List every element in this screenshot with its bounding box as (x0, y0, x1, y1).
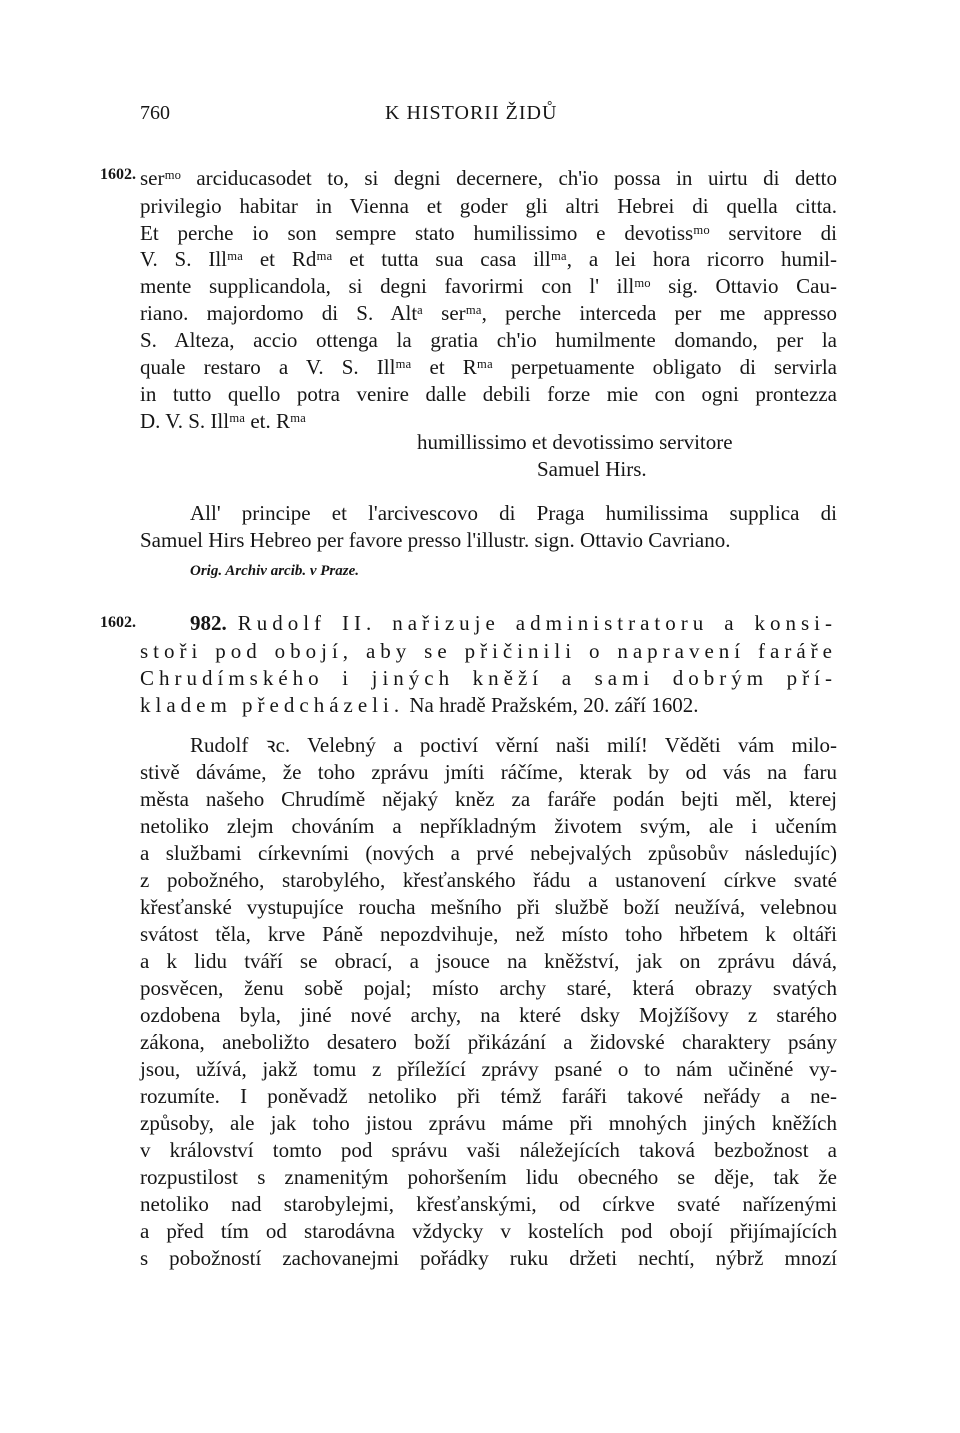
text-line: privilegio habitar in Vienna et goder gli altri Hebrei di quella citta. (140, 194, 837, 218)
text-line: S. Alteza, accio ottenga la gratia ch'io humilmente domando, per la (140, 328, 837, 352)
document-title-line: Chrudímského i jiných kněží a sami dobrým pří- (140, 666, 837, 690)
address-line: All' principe et l'arcivescovo di Praga humilissima supplica di (190, 501, 837, 525)
body-line: svátost těla, krve Páně nepozdvihuje, než místo toho hřbetem k oltáři (140, 922, 837, 946)
document-title-line: stoři pod obojí, aby se přičinili o napravení faráře (140, 639, 837, 663)
body-line: rozumíte. I poněvadž netoliko při témž faráři takové neřády a ne- (140, 1084, 837, 1108)
body-line: posvěcen, ženu sobě pojal; místo archy staré, která obrazy svatých (140, 976, 837, 1000)
body-line: města našeho Chrudímě nějaký kněz za faráře podán bejti měl, kterej (140, 787, 837, 811)
text-line: riano. majordomo di S. Altᵃ serᵐᵃ, perche interceda per me appresso (140, 301, 837, 325)
text-line: Et perche io son sempre stato humilissimo e devotissᵐᵒ servitore di (140, 221, 837, 245)
running-head: K HISTORII ŽIDŮ (385, 102, 558, 124)
body-line: netoliko zlejm chováním a nepříkladným životem svým, ale i učením (140, 814, 837, 838)
body-line: a před tím od starodávna vždycky v kostelích pod obojí přijímajících (140, 1219, 837, 1243)
text-line: V. S. Illᵐᵃ et Rdᵐᵃ et tutta sua casa illᵐᵃ, a lei hora ricorro humil- (140, 247, 837, 271)
text-line: serᵐᵒ arciducasodet to, si degni decernere, ch'io possa in uirtu di detto (140, 166, 837, 190)
margin-year: 1602. (100, 614, 136, 631)
body-line: křesťanské vystupujíce roucha mešního při službě boží neužívá, velebnou (140, 895, 837, 919)
body-line: stivě dáváme, že toho zprávu jmíti ráčíme, kterak by od vás na faru (140, 760, 837, 784)
body-line: a k lidu tváří se obrací, a jsouce na kněžství, jak on zprávu dává, (140, 949, 837, 973)
text-line: D. V. S. Illᵐᵃ et. Rᵐᵃ (140, 409, 307, 433)
body-line: z pobožného, starobylého, křesťanského řádu a ustanovení církve svaté (140, 868, 837, 892)
title-text: kladem předcházeli. (140, 693, 405, 717)
source-note: Orig. Archiv arcib. v Praze. (190, 563, 360, 579)
body-line: způsoby, ale jak toho jistou zprávu máme při mnohých jiných kněžích (140, 1111, 837, 1135)
text-line: quale restaro a V. S. Illᵐᵃ et Rᵐᵃ perpetuamente obligato di servirla (140, 355, 837, 379)
title-text: Rudolf II. nařizuje administratoru a konsi- (237, 611, 837, 635)
text-line: in tutto quello potra venire dalle debili forze mie con ogni prontezza (140, 382, 837, 406)
document-number: 982. (190, 611, 227, 635)
date-place: Na hradě Pražském, 20. září 1602. (404, 693, 699, 717)
body-line: ozdobena byla, jiné nové archy, na které dsky Mojžíšovy z starého (140, 1003, 837, 1027)
body-line: rozpustilost s znamenitým pohoršením lidu obecného se děje, tak že (140, 1165, 837, 1189)
body-line: s pobožností zachovanejmi pořádky ruku držeti nechtí, nýbrž mnozí (140, 1246, 837, 1270)
body-line: netoliko nad starobylejmi, křesťanskými, od církve svaté nařízenými (140, 1192, 837, 1216)
signature: Samuel Hirs. (537, 457, 647, 481)
address-line: Samuel Hirs Hebreo per favore presso l'illustr. sign. Ottavio Cavriano. (140, 528, 731, 552)
body-line: a službami církevními (nových a prvé nebejvalých způsobův následujíc) (140, 841, 837, 865)
document-title-line (140, 691, 837, 719)
page-number: 760 (140, 102, 170, 124)
document-title-line (190, 609, 837, 637)
body-line: Rudolf ꝛc. Velebný a poctiví věrní naši milí! Věděti vám milo- (190, 733, 837, 757)
closing-formula: humillissimo et devotissimo servitore (417, 430, 733, 454)
body-line: v království tomto pod správu vaši náležejících taková bezbožnost a (140, 1138, 837, 1162)
text-line: mente supplicandola, si degni favorirmi con l' illᵐᵒ sig. Ottavio Cau- (140, 274, 837, 298)
body-line: jsou, užívá, jakž tomu z příležící zprávy psané o to nám učiněné vy- (140, 1057, 837, 1081)
body-line: zákona, aneboližto desatero boží přikázání a židovské charaktery psány (140, 1030, 837, 1054)
margin-year: 1602. (100, 166, 136, 183)
